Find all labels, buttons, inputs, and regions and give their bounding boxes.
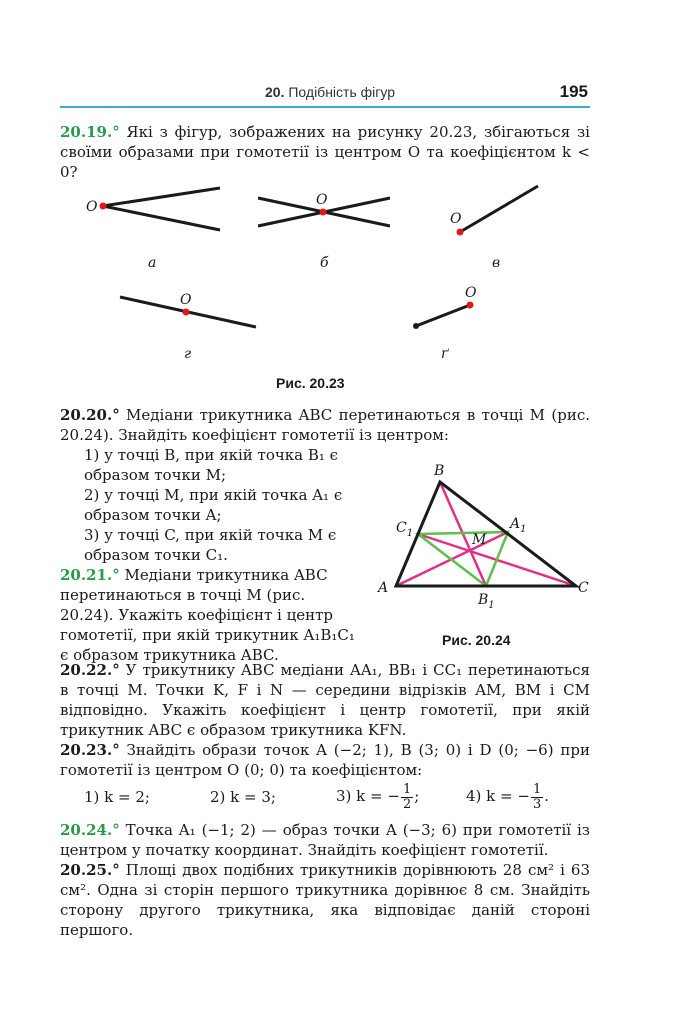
fig-g (120, 292, 256, 362)
svg-text:а: а (148, 255, 157, 271)
fig-g-acute (413, 285, 477, 362)
figure-caption-20-24: Рис. 20.24 (442, 632, 511, 648)
fig-a (86, 188, 220, 271)
exercise-20-23-option-1: 1) k = 2; (84, 788, 150, 806)
label-A1: $A_1$ (510, 516, 527, 535)
svg-text:г: г (184, 346, 192, 362)
exercise-number: 20.21.° (60, 566, 120, 584)
exercise-number: 20.23.° (60, 741, 120, 759)
svg-text:б: б (320, 255, 329, 271)
label-C: C (578, 580, 589, 596)
exercise-20-22 (60, 660, 590, 740)
exercise-text: Площі двох подібних трикутників дорівнюють 28 см² і 63 см². Одна зі сторін першого трикутника дорівнює 8 см. Знайдіть сторону другого трикутника, яка відповідає даній стороні першого. (60, 861, 591, 939)
exercise-number: 20.22.° (60, 661, 120, 679)
exercise-20-20-item-1: 1) у точці B, при якій точка B₁ є образом точки M; (84, 446, 339, 484)
exercise-number: 20.20.° (60, 406, 120, 424)
exercise-20-20-intro (60, 405, 590, 445)
figure-20-24 (372, 458, 590, 618)
fig-v (450, 186, 538, 271)
chapter-title: 20. Подібність фігур (265, 84, 395, 100)
exercise-text: У трикутнику ABC медіани AA₁, BB₁ і CC₁ перетинаються в точці M. Точки K, F і N — середини відрізків AM, BM і CM відповідно. Укажіть коефіцієнт і центр гомотетії, при якій трикутник ABC є образом трикутника KFN. (60, 661, 590, 739)
exercise-20-24 (60, 820, 590, 860)
exercise-text: Медіани трикутника ABC перетинаються в точці M (рис. 20.24). Укажіть коефіцієнт і центр гомотетії, при якій трикутник A₁B₁C₁ є образом трикутника ABC. (60, 566, 355, 664)
label-B1: $B_1$ (478, 592, 495, 611)
exercise-number: 20.19.° (60, 123, 120, 141)
label-B: B (434, 463, 445, 479)
exercise-text: Медіани трикутника ABC перетинаються в точці M (рис. 20.24). Знайдіть коефіцієнт гомотетії із центром: (60, 406, 590, 444)
exercise-number: 20.25.° (60, 861, 120, 879)
svg-text:O: O (86, 199, 98, 215)
svg-text:O: O (316, 192, 328, 208)
header-rule (60, 106, 590, 108)
exercise-20-20-item-3: 3) у точці C, при якій точка M є образом точки C₁. (84, 526, 337, 564)
figure-caption-20-23: Рис. 20.23 (276, 375, 345, 391)
exercise-number: 20.24.° (60, 821, 120, 839)
exercise-20-23-option-3: 3) k = − $\frac{1}{2}$ ; (336, 781, 420, 812)
figure-20-23 (60, 170, 590, 370)
label-A: A (378, 580, 389, 596)
svg-text:в: в (492, 255, 501, 271)
svg-text:O: O (450, 211, 462, 227)
svg-text:ґ: ґ (441, 346, 449, 362)
page-number: 195 (559, 82, 588, 101)
svg-text:O: O (465, 285, 477, 301)
exercise-20-23 (60, 740, 590, 780)
exercise-text: Точка A₁ (−1; 2) — образ точки A (−3; 6) при гомотетії із центром у початку координат. Знайдіть коефіцієнт гомотетії. (60, 821, 590, 859)
exercise-20-23-option-4: 4) k = − $\frac{1}{3}$ . (466, 781, 549, 812)
exercise-text: Знайдіть образи точок A (−2; 1), B (3; 0) і D (0; −6) при гомотетії із центром O (0; 0) та коефіцієнтом: (60, 741, 590, 779)
exercise-20-25 (60, 860, 590, 940)
fig-b (258, 192, 390, 271)
page-header (60, 82, 590, 108)
exercise-20-23-option-2: 2) k = 3; (210, 788, 276, 806)
exercise-text: Які з фігур, зображених на рисунку 20.23, збігаються зі своїми образами при гомотетії із центром O та коефіцієнтом k < 0? (60, 123, 590, 181)
exercise-20-21 (60, 565, 360, 665)
exercise-20-20-item-2: 2) у точці M, при якій точка A₁ є образом точки A; (84, 486, 343, 524)
label-M: M (472, 532, 487, 548)
svg-text:O: O (180, 292, 192, 308)
label-C1: $C_1$ (396, 520, 414, 539)
